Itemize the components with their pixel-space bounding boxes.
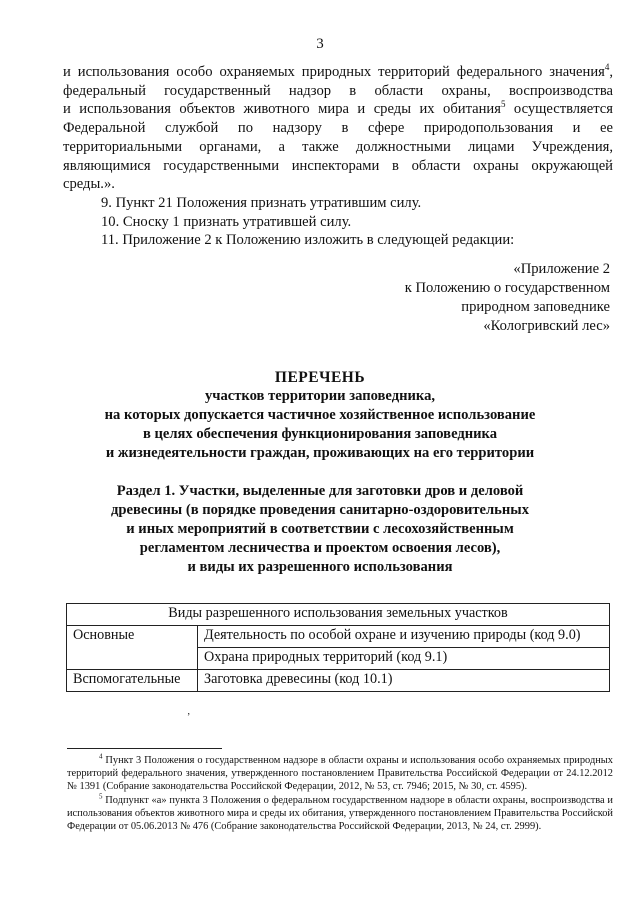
appendix-line: к Положению о государственном [404, 280, 610, 296]
use-cell: Заготовка древесины (код 10.1) [198, 670, 610, 692]
footnote-ref-5[interactable]: 5 [500, 99, 506, 110]
list-title-line: участков территории заповедника, [204, 388, 436, 404]
use-cell: Деятельность по особой охране и изучению природы (код 9.0) [198, 626, 610, 648]
section-title-line: Раздел 1. Участки, выделенные для заготовки дров и деловой [116, 483, 524, 499]
table-row [67, 670, 610, 692]
footnote-mark: 4 [99, 752, 103, 761]
body-line: федеральный государственный надзор в области охраны, воспроизводства [63, 82, 613, 99]
body-line-tail: , [609, 64, 613, 80]
section-title-line: и виды их разрешенного использования [187, 559, 453, 575]
stray-mark: ʼ [187, 712, 191, 723]
body-line [63, 100, 613, 119]
body-line: Федеральной службой по надзору в сфере природопользования и ее [63, 120, 613, 137]
list-heading: ПЕРЕЧЕНЬ [274, 369, 366, 386]
table-header-cell: Виды разрешенного использования земельных участков [67, 604, 610, 626]
body-text [63, 63, 613, 250]
footnote-text: Пункт 3 Положения о государственном надзоре в области охраны и использования особо охраняемых природных территорий федерального значения, утвержденного постановлением Правительства Российской Федерации от 24.12.2012 № 1391 (Собрание законодательства Российской Федерации, 2012, № 53, ст. 7946; 2015, № 30, ст. 4595). [67, 755, 613, 793]
body-line [63, 63, 613, 82]
table-header-row [67, 604, 610, 626]
footnote-4 [67, 754, 613, 794]
appendix-line: «Кологривский лес» [483, 318, 610, 334]
land-use-table [66, 603, 610, 692]
list-title-line: в целях обеспечения функционирования заповедника [142, 426, 498, 442]
page-number: 3 [316, 36, 324, 52]
section-title-line: древесины (в порядке проведения санитарно-оздоровительных [110, 502, 530, 518]
footnote-ref-4[interactable]: 4 [604, 62, 610, 73]
footnote-separator [67, 748, 222, 749]
list-title-line: и жизнедеятельности граждан, проживающих на его территории [105, 445, 535, 461]
list-title-line: на которых допускается частичное хозяйственное использование [104, 407, 536, 423]
body-line: среды.». [63, 176, 115, 193]
body-line: территориальными органами, а также должностными лицами Учреждения, [63, 138, 613, 155]
item-9: 9. Пункт 21 Положения признать утратившим силу. [101, 194, 422, 211]
use-cell: Охрана природных территорий (код 9.1) [198, 648, 610, 670]
item-11: 11. Приложение 2 к Положению изложить в следующей редакции: [101, 232, 515, 249]
section-title [0, 482, 640, 577]
body-line-tail: осуществляется [505, 101, 613, 118]
category-aux: Вспомогательные [67, 670, 198, 692]
body-line-text: и использования объектов животного мира и среды их обитания [63, 101, 501, 118]
table-row [67, 626, 610, 648]
appendix-line: природном заповеднике [461, 299, 610, 315]
list-title [0, 368, 640, 463]
footnote-5 [67, 794, 613, 834]
body-line: являющимися государственными инспекторами в области охраны окружающей [63, 157, 613, 174]
item-10: 10. Сноску 1 признать утратившей силу. [101, 213, 352, 230]
appendix-line: «Приложение 2 [513, 261, 610, 277]
category-main: Основные [67, 626, 198, 670]
body-line-text: и использования особо охраняемых природных территорий федерального значения [63, 64, 605, 80]
footnote-mark: 5 [99, 792, 103, 801]
section-title-line: и иных мероприятий в соответствии с лесохозяйственным [126, 521, 514, 537]
footnote-text: Подпункт «а» пункта 3 Положения о федеральном государственном надзоре в области охраны, воспроизводства и использования объектов животного мира и среды их обитания, утвержденного постановлением Правительства Российской Федерации от 05.06.2013 № 476 (Собрание законодательства Российской Федерации, 2013, № 24, ст. 2999). [67, 794, 613, 833]
section-title-line: регламентом лесничества и проектом освоения лесов), [139, 540, 501, 556]
footnotes [67, 754, 613, 833]
appendix-header [310, 260, 610, 336]
